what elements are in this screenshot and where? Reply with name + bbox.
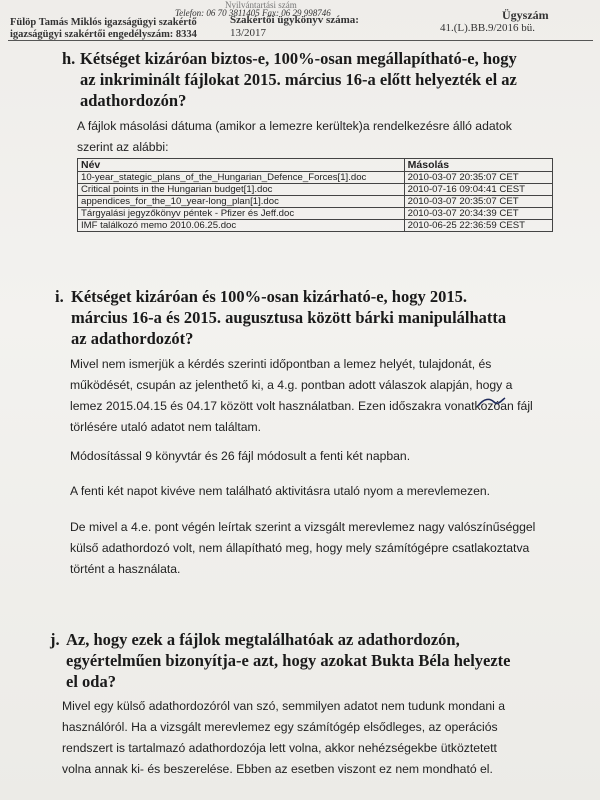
paragraph-line: történt a használata. [70, 562, 181, 576]
table-row [78, 220, 553, 232]
paragraph-line: Mivel egy külső adathordozóról van szó, semmilyen adatot nem tudunk mondani a [62, 699, 506, 713]
section-i-paragraph-2: Módosítással 9 könyvtár és 26 fájl módosult a fenti két napban. [70, 449, 411, 463]
header-expert-name: Fülöp Tamás Miklós igazságügyi szakértő [10, 17, 197, 28]
paragraph-line: törlésére utaló adatot nem találtam. [70, 420, 262, 434]
section-i-paragraph-4 [70, 517, 580, 580]
paragraph-line: külső adathordozó volt, nem állapítható meg, hogy mely számítógépre csatlakoztatva [70, 541, 530, 555]
paragraph-line: lemez 2015.04.15 és 04.17 között volt használatban. Ezen időszakra vonatkozóan fájl [70, 399, 533, 413]
header-phone-fax: Telefon: 06 70 3811405 Fax: 06 29 998746 [175, 8, 331, 18]
file-copy-table [77, 158, 553, 232]
column-header-name: Név [78, 159, 405, 172]
header-top-cut: Nyilvántartási szám [225, 0, 297, 9]
header-case-label: Szakértői ügykönyv száma: [230, 14, 359, 26]
paragraph-line: Mivel nem ismerjük a kérdés szerinti időpontban a lemez helyét, tulajdonát, és [70, 357, 492, 371]
question-i-line: az adathordozót? [71, 329, 194, 348]
question-j-line: egyértelműen bizonyítja-e azt, hogy azokat Bukta Béla helyezte [66, 651, 511, 670]
table-row [78, 208, 553, 220]
question-i-line: március 16-a és 2015. augusztusa között bárki manipulálhatta [71, 308, 507, 327]
copy-date-cell: 2010-03-07 20:34:39 CET [404, 208, 552, 220]
question-h-line: az inkriminált fájlokat 2015. március 16-a előtt helyezték el az [80, 70, 517, 89]
header-ref-number: 41.(L).BB.9/2016 bü. [440, 22, 536, 34]
header-ref-label: Ügyszám [502, 8, 549, 22]
question-i-letter: i. [55, 287, 64, 306]
question-h-line: adathordozón? [80, 91, 187, 110]
file-name-cell: IMF találkozó memo 2010.06.25.doc [78, 220, 405, 232]
table-row [78, 196, 553, 208]
question-i-line: Kétséget kizáróan és 100%-osan kizárható-e, hogy 2015. [71, 287, 467, 306]
header-license: igazságügyi szakértői engedélyszám: 8334 [10, 29, 197, 40]
file-name-cell: Critical points in the Hungarian budget[1].doc [78, 184, 405, 196]
file-name-cell: appendices_for_the_10_year-long_plan[1].doc [78, 196, 405, 208]
ink-mark-icon [476, 396, 506, 410]
header-case-number: 13/2017 [230, 27, 267, 39]
question-h-letter: h. [62, 49, 76, 68]
copy-date-cell: 2010-03-07 20:35:07 CET [404, 172, 552, 184]
header-divider [8, 40, 593, 41]
question-h-line: Kétséget kizáróan biztos-e, 100%-osan megállapítható-e, hogy [80, 49, 517, 68]
table-row [78, 172, 553, 184]
file-name-cell: 10-year_stategic_plans_of_the_Hungarian_Defence_Forces[1].doc [78, 172, 405, 184]
file-name-cell: Tárgyalási jegyzőkönyv péntek - Pfizer és Jeff.doc [78, 208, 405, 220]
copy-date-cell: 2010-03-07 20:35:07 CET [404, 196, 552, 208]
copy-date-cell: 2010-07-16 09:04:41 CEST [404, 184, 552, 196]
paragraph-line: működését, csupán az jelenthető ki, a 4.g. pontban adott válaszok alapján, hogy a [70, 378, 513, 392]
intro-line: A fájlok másolási dátuma (amikor a lemezre kerültek)a rendelkezésre álló adatok [77, 119, 512, 133]
intro-line: szerint az alábbi: [77, 140, 169, 154]
table-row [78, 184, 553, 196]
paragraph-line: használóról. Ha a vizsgált merevlemez egy számítógép elsődleges, az operációs [62, 720, 498, 734]
section-h-intro [77, 116, 577, 158]
paragraph-line: volna annak ki- és beszerelése. Ebben az esetben viszont ez nem mondható el. [62, 762, 493, 776]
copy-date-cell: 2010-06-25 22:36:59 CEST [404, 220, 552, 232]
question-j-line: el oda? [66, 672, 116, 691]
paragraph-line: rendszert is tartalmazó adathordozója lett volna, akkor nehézségekbe ütköztetett [62, 741, 497, 755]
question-j-letter: j. [50, 630, 60, 649]
question-j-line: Az, hogy ezek a fájlok megtalálhatóak az adathordozón, [66, 630, 460, 649]
column-header-copy-date: Másolás [404, 159, 552, 172]
section-j-paragraph-1 [62, 696, 582, 780]
paragraph-line: De mivel a 4.e. pont végén leírtak szerint a vizsgált merevlemez nagy valószínűséggel [70, 520, 536, 534]
section-i-paragraph-3: A fenti két napot kivéve nem található aktivitásra utaló nyom a merevlemezen. [70, 484, 491, 498]
